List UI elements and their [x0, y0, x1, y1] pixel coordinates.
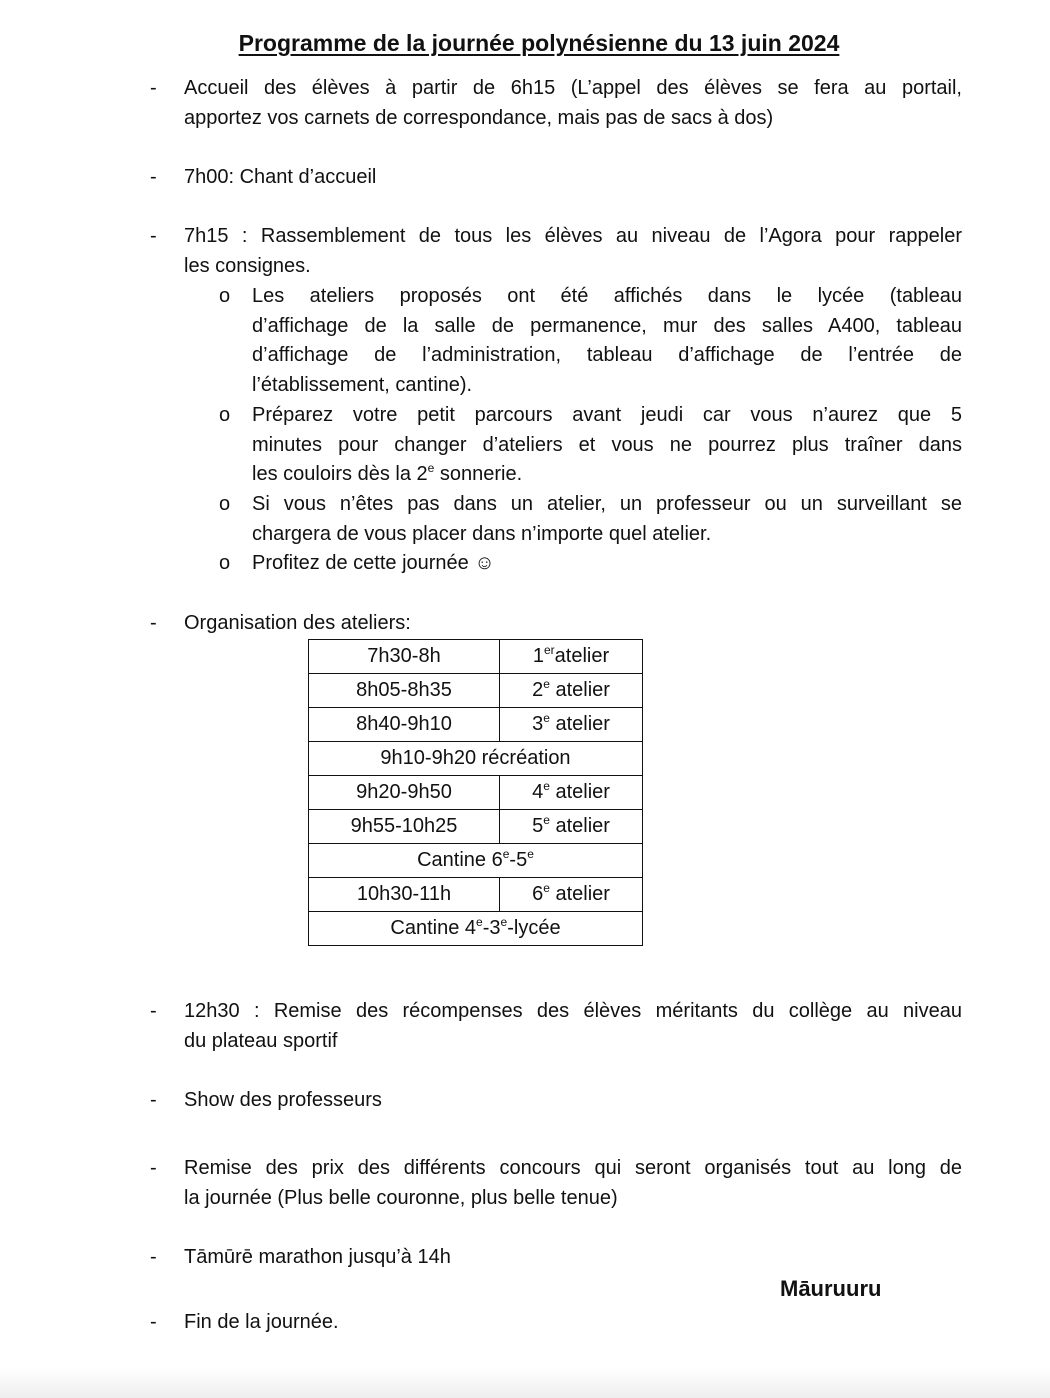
time-cell: 10h30-11h	[309, 878, 500, 912]
text-fragment: atelier	[549, 679, 610, 701]
table-row	[309, 674, 643, 708]
superscript: e	[502, 847, 510, 861]
list-dash: -	[150, 166, 157, 188]
text-fragment: 6	[532, 883, 544, 905]
workshop-cell	[500, 878, 643, 912]
superscript: e	[543, 881, 550, 895]
text-line: Profitez de cette journée ☺	[252, 552, 495, 574]
table-row	[309, 640, 643, 674]
list-dash: -	[150, 1311, 157, 1333]
time-cell: 9h20-9h50	[309, 776, 500, 810]
superscript: e	[527, 847, 534, 861]
text-line: Préparez votre petit parcours avant jeudi car vous n’aurez que 5	[252, 404, 962, 426]
text-fragment: Cantine 6	[417, 849, 503, 871]
text-line: Si vous n’êtes pas dans un atelier, un professeur ou un surveillant se	[252, 493, 962, 515]
text-line: l’établissement, cantine).	[252, 373, 473, 396]
list-item-text	[184, 997, 962, 1056]
text-line: apportez vos carnets de correspondance, mais pas de sacs à dos)	[184, 106, 774, 129]
list-item-text	[184, 163, 962, 193]
cantine-cell	[309, 912, 643, 946]
table-row	[309, 742, 643, 776]
text-line: Tāmūrē marathon jusqu’à 14h	[184, 1246, 451, 1268]
text-fragment: sonnerie.	[434, 463, 523, 486]
text-fragment: 2	[532, 679, 544, 701]
text-line: Remise des prix des différents concours qui seront organisés tout au long de	[184, 1157, 962, 1179]
table-row	[309, 878, 643, 912]
time-cell: 8h05-8h35	[309, 674, 500, 708]
page-bottom-shade	[0, 1368, 1050, 1398]
superscript: e	[427, 461, 435, 476]
workshop-cell	[500, 776, 643, 810]
text-line: 7h15 : Rassemblement de tous les élèves au niveau de l’Agora pour rappeler	[184, 225, 962, 247]
table-row	[309, 912, 643, 946]
list-dash: -	[150, 1089, 157, 1111]
list-dash: -	[150, 1157, 157, 1179]
text-line: Fin de la journée.	[184, 1311, 339, 1333]
superscript: e	[543, 813, 550, 827]
text-fragment: atelier	[549, 815, 610, 837]
page-title: Programme de la journée polynésienne du 13 juin 2024	[238, 30, 840, 56]
text-line: Show des professeurs	[184, 1089, 382, 1111]
text-line: 12h30 : Remise des récompenses des élèves méritants du collège au niveau	[184, 1000, 962, 1022]
text-line: les consignes.	[184, 254, 311, 277]
list-item-text	[184, 74, 962, 133]
text-fragment: -5	[509, 849, 528, 871]
text-fragment: -lycée	[507, 917, 561, 939]
text-line: Les ateliers proposés ont été affichés dans le lycée (tableau	[252, 285, 962, 307]
text-fragment: -3	[482, 917, 501, 939]
workshop-cell	[500, 810, 643, 844]
superscript: er	[543, 643, 555, 657]
list-item-text	[184, 1308, 962, 1338]
sub-list-item-text	[252, 282, 962, 400]
list-item-text	[184, 1086, 962, 1116]
text-fragment: atelier	[549, 781, 610, 803]
text-fragment: Cantine 4	[390, 917, 477, 939]
list-item-text	[184, 1243, 962, 1273]
text-line: chargera de vous placer dans n’importe quel atelier.	[252, 522, 712, 545]
superscript: e	[543, 677, 550, 691]
workshop-cell	[500, 708, 643, 742]
sub-list-item-text	[252, 490, 962, 549]
list-dash: -	[150, 612, 157, 634]
table-row	[309, 810, 643, 844]
text-line: la journée (Plus belle couronne, plus belle tenue)	[184, 1186, 618, 1209]
text-fragment: 1	[532, 645, 544, 667]
text-line: Accueil des élèves à partir de 6h15 (L’appel des élèves se fera au portail,	[184, 77, 962, 99]
superscript: e	[476, 915, 483, 929]
text-fragment: 3	[532, 713, 544, 735]
text-line: Organisation des ateliers:	[184, 612, 411, 634]
table-row	[309, 776, 643, 810]
list-dash: -	[150, 1000, 157, 1022]
text-fragment: atelier	[554, 645, 610, 667]
time-cell: 9h55-10h25	[309, 810, 500, 844]
workshop-cell	[500, 674, 643, 708]
signoff: Māuruuru	[780, 1276, 882, 1301]
list-item-text	[184, 609, 962, 639]
text-fragment: 5	[532, 815, 544, 837]
list-item-text	[184, 222, 962, 281]
sub-list-item-text	[252, 401, 962, 490]
time-cell: 7h30-8h	[309, 640, 500, 674]
text-fragment: atelier	[549, 883, 610, 905]
table-row	[309, 708, 643, 742]
superscript: e	[543, 711, 550, 725]
time-cell: 8h40-9h10	[309, 708, 500, 742]
bullet-marker: o	[219, 552, 231, 574]
break-cell: 9h10-9h20 récréation	[309, 742, 643, 776]
bullet-marker: o	[219, 493, 231, 515]
text-line: du plateau sportif	[184, 1029, 338, 1052]
text-fragment: les couloirs dès la 2	[252, 463, 428, 486]
list-item-text	[184, 1154, 962, 1213]
text-line	[252, 460, 962, 490]
cantine-cell	[309, 844, 643, 878]
text-fragment: 4	[532, 781, 544, 803]
text-fragment: atelier	[549, 713, 610, 735]
superscript: e	[543, 779, 550, 793]
text-line: 7h00: Chant d’accueil	[184, 166, 377, 188]
text-line: d’affichage de l’administration, tableau d’affichage de l’entrée de	[252, 344, 962, 367]
bullet-marker: o	[219, 285, 231, 307]
superscript: e	[500, 915, 508, 929]
list-dash: -	[150, 77, 157, 99]
schedule-table	[308, 639, 643, 946]
bullet-marker: o	[219, 404, 231, 426]
workshop-cell	[500, 640, 643, 674]
list-dash: -	[150, 1246, 157, 1268]
list-dash: -	[150, 225, 157, 247]
text-line: d’affichage de la salle de permanence, mur des salles A400, tableau	[252, 314, 962, 337]
sub-list-item-text	[252, 549, 962, 579]
text-line: minutes pour changer d’ateliers et vous ne pourrez plus traîner dans	[252, 433, 962, 456]
table-row	[309, 844, 643, 878]
